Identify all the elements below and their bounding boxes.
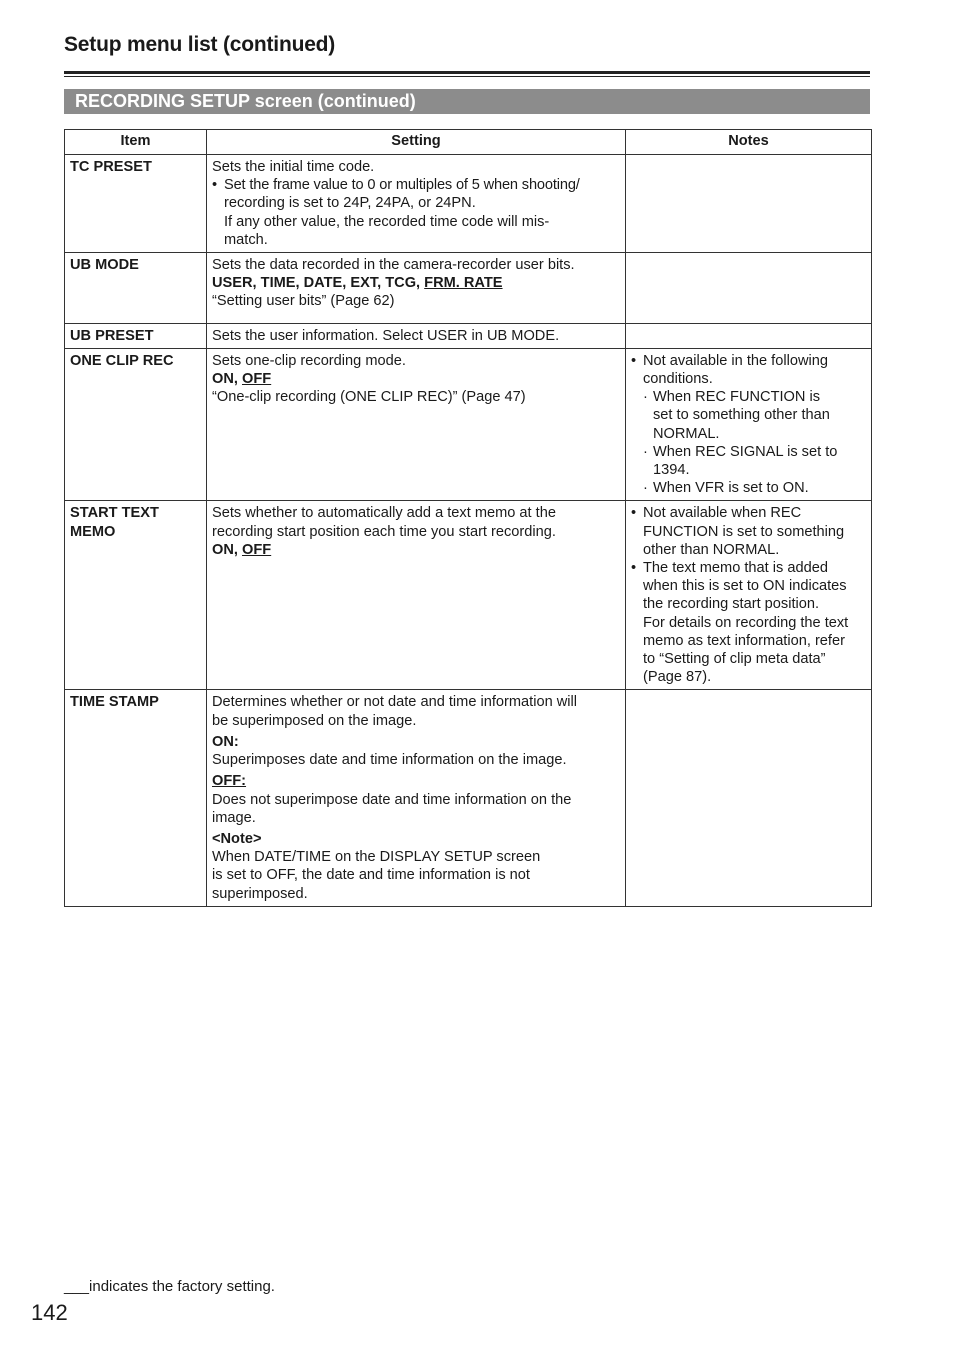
note-bullet — [631, 504, 867, 559]
table-row-ub-preset — [65, 323, 872, 348]
page-title: Setup menu list (continued) — [64, 33, 336, 56]
note-text: Not available when REC — [643, 505, 802, 522]
table-row-ub-mode — [65, 253, 872, 324]
bullet-text: If any other value, the recorded time code will mis- — [224, 213, 550, 230]
note-sub-item — [643, 443, 867, 479]
note-sub-item — [643, 479, 867, 497]
notes-cell — [626, 253, 872, 324]
setting-text: Sets whether to automatically add a text memo at the — [212, 505, 556, 522]
note-text: When REC SIGNAL is set to — [653, 443, 838, 460]
setting-bullet — [212, 176, 621, 249]
table-row-start-text-memo — [65, 501, 872, 690]
setting-text: Determines whether or not date and time information will — [212, 694, 578, 711]
note-bullet — [631, 559, 867, 686]
bullet-text: recording is set to 24P, 24PA, or 24PN. — [224, 195, 476, 212]
setting-cell — [207, 501, 626, 690]
note-text: is set to OFF, the date and time information is not — [212, 867, 530, 884]
note-text: NORMAL. — [653, 425, 720, 442]
note-text: other than NORMAL. — [643, 541, 780, 558]
note-text: (Page 87). — [643, 669, 712, 686]
setting-text: Sets one-clip recording mode. — [212, 352, 406, 369]
note-text: When REC FUNCTION is — [653, 389, 821, 406]
note-text: conditions. — [643, 371, 713, 388]
page-reference: “Setting user bits” (Page 62) — [212, 293, 395, 310]
item-cell — [65, 501, 207, 690]
notes-cell — [626, 348, 872, 501]
item-cell: TC PRESET — [65, 155, 207, 253]
note-text: For details on recording the text — [643, 614, 849, 631]
factory-default-option: OFF — [242, 541, 272, 558]
bullet-text: Set the frame value to 0 or multiples of 5 when shooting/ — [224, 177, 580, 194]
column-header-setting: Setting — [207, 130, 626, 155]
recording-setup-table — [64, 129, 872, 907]
setting-text: Sets the data recorded in the camera-recorder user bits. — [212, 257, 575, 274]
item-cell: ONE CLIP REC — [65, 348, 207, 501]
note-text: when this is set to ON indicates — [643, 578, 847, 595]
column-header-notes: Notes — [626, 130, 872, 155]
setting-cell — [207, 690, 626, 906]
setting-text: Sets the initial time code. — [212, 159, 375, 175]
setting-cell: Sets the user information. Select USER in UB MODE. — [207, 323, 626, 348]
table-row-tc-preset — [65, 155, 872, 253]
bullet-text: match. — [224, 231, 268, 248]
sub-bullet-mark: · — [643, 389, 648, 406]
title-rule-thick — [64, 71, 870, 74]
note-text: superimposed. — [212, 885, 308, 902]
page-number: 142 — [31, 1300, 68, 1325]
option-on-description: Superimposes date and time information on the image. — [212, 752, 567, 769]
notes-cell — [626, 155, 872, 253]
bullet-mark: • — [212, 177, 218, 194]
factory-default-option: OFF — [242, 371, 272, 388]
table-header-row — [65, 130, 872, 155]
setting-cell — [207, 348, 626, 501]
option-off-description: Does not superimpose date and time information on the — [212, 791, 572, 808]
setting-options — [212, 541, 621, 559]
table-row-one-clip-rec — [65, 348, 872, 501]
bullet-mark: • — [631, 560, 637, 577]
notes-cell — [626, 690, 872, 906]
setting-options — [212, 274, 621, 292]
bullet-mark: • — [631, 352, 637, 369]
factory-setting-note: ___indicates the factory setting. — [64, 1278, 275, 1295]
note-text: FUNCTION is set to something — [643, 523, 845, 540]
item-cell: TIME STAMP — [65, 690, 207, 906]
note-text: memo as text information, refer — [643, 632, 845, 649]
setting-cell — [207, 253, 626, 324]
option-off-label: OFF: — [212, 773, 247, 790]
note-text: Not available in the following — [643, 352, 828, 369]
note-text: the recording start position. — [643, 596, 820, 613]
option-off-description: image. — [212, 809, 256, 826]
option-list: ON, — [212, 371, 242, 388]
note-text: set to something other than — [653, 407, 830, 424]
item-cell: UB PRESET — [65, 323, 207, 348]
note-text: The text memo that is added — [643, 560, 828, 577]
option-list: ON, — [212, 541, 242, 558]
note-text: 1394. — [653, 462, 690, 479]
option-list: USER, TIME, DATE, EXT, TCG, — [212, 275, 425, 292]
factory-default-option: FRM. RATE — [424, 275, 503, 292]
column-header-item: Item — [65, 130, 207, 155]
page-reference: “One-clip recording (ONE CLIP REC)” (Page 47) — [212, 389, 526, 406]
option-on-label: ON: — [212, 733, 239, 750]
setting-options — [212, 370, 621, 388]
notes-cell — [626, 323, 872, 348]
note-text: When DATE/TIME on the DISPLAY SETUP screen — [212, 849, 541, 866]
item-text: MEMO — [70, 523, 116, 540]
note-text: When VFR is set to ON. — [653, 480, 809, 497]
note-bullet — [631, 352, 867, 498]
notes-cell — [626, 501, 872, 690]
item-cell: UB MODE — [65, 253, 207, 324]
bullet-mark: • — [631, 505, 637, 522]
table-row-time-stamp — [65, 690, 872, 906]
setting-text: recording start position each time you start recording. — [212, 523, 556, 540]
section-heading: RECORDING SETUP screen (continued) — [64, 89, 870, 114]
title-rule-thin — [64, 76, 870, 77]
setting-cell — [207, 155, 626, 253]
note-label: <Note> — [212, 830, 262, 847]
sub-bullet-mark: · — [643, 480, 648, 497]
setting-text: be superimposed on the image. — [212, 712, 417, 729]
sub-bullet-mark: · — [643, 443, 648, 460]
item-text: START TEXT — [70, 505, 159, 522]
note-sub-item — [643, 388, 867, 443]
note-text: to “Setting of clip meta data” — [643, 651, 826, 668]
